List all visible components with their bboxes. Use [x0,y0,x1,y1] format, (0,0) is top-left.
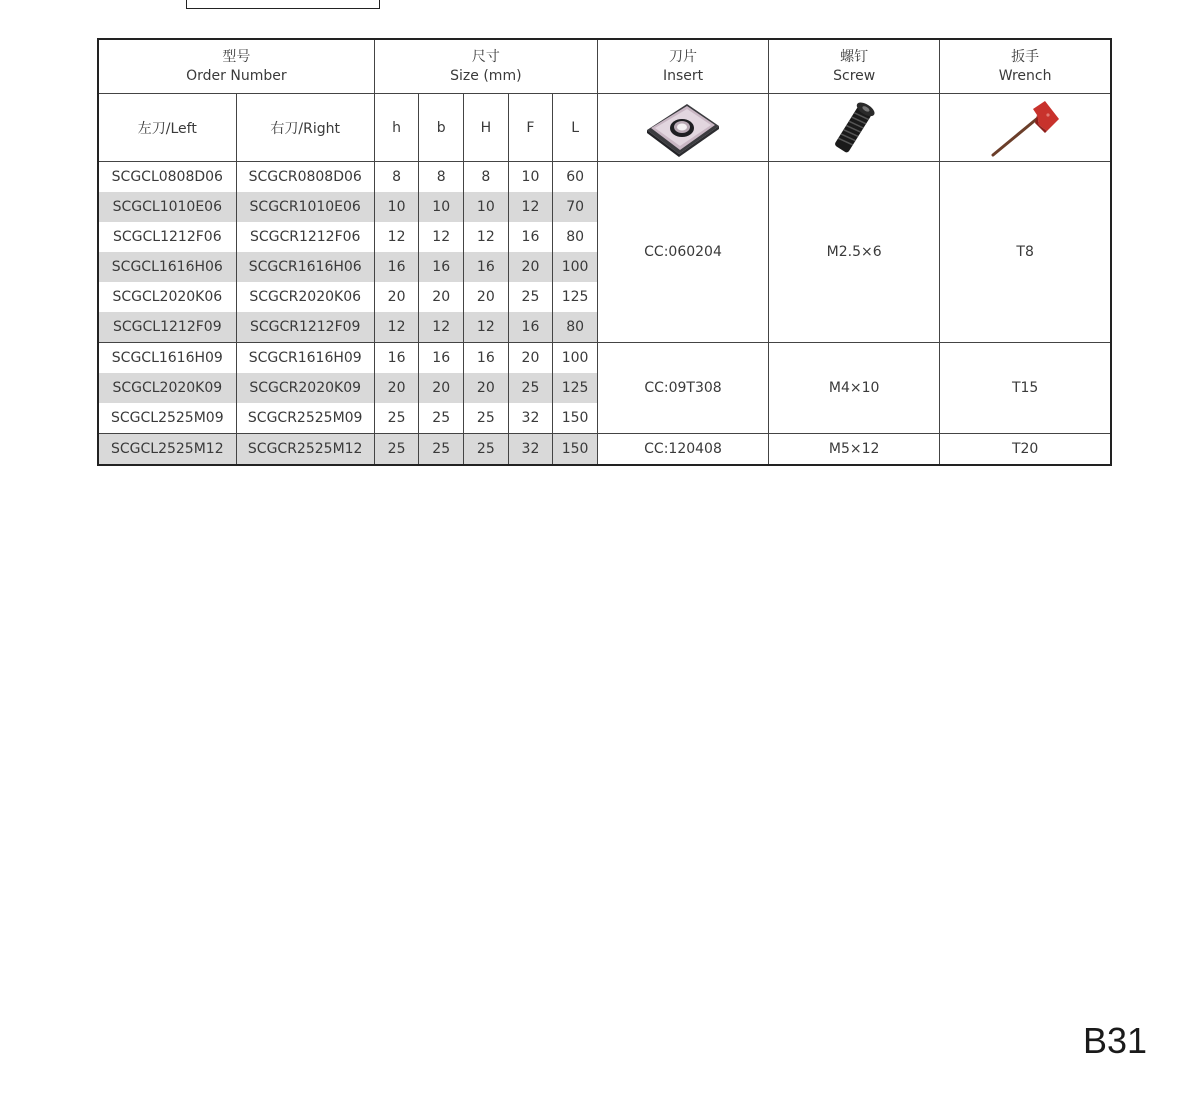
screw-image-cell [769,94,940,162]
cell-h: 16 [374,343,419,374]
cell-right: SCGCR2525M09 [236,403,374,434]
cell-h: 25 [374,434,419,466]
b-header: b [419,94,464,162]
size-header [374,39,597,94]
cell-b: 20 [419,373,464,403]
cell-F: 12 [508,192,553,222]
size-cn: 尺寸 [471,48,500,65]
cell-H-upper: 20 [464,282,509,312]
wrench-cn: 扳手 [1011,48,1040,65]
cell-F: 20 [508,343,553,374]
cell-left: SCGCL1212F09 [98,312,236,343]
cell-L: 150 [553,434,598,466]
cell-F: 16 [508,312,553,343]
screw-en: Screw [833,67,876,84]
cell-right: SCGCR2020K09 [236,373,374,403]
insert-en: Insert [662,67,704,84]
cell-b: 20 [419,282,464,312]
order-number-cn: 型号 [222,48,251,65]
cell-right: SCGCR1616H06 [236,252,374,282]
cell-H-upper: 10 [464,192,509,222]
insert-image-cell [597,94,768,162]
cell-right: SCGCR1212F09 [236,312,374,343]
order-number-en: Order Number [186,67,287,84]
cell-right: SCGCR1616H09 [236,343,374,374]
table-row [98,434,1111,466]
cell-H-upper: 12 [464,312,509,343]
cell-screw: M4×10 [769,343,940,434]
screw-icon [822,97,886,159]
cell-h: 20 [374,282,419,312]
cell-h: 10 [374,192,419,222]
cell-right: SCGCR2525M12 [236,434,374,466]
cell-L: 80 [553,222,598,252]
cell-L: 100 [553,252,598,282]
cell-L: 80 [553,312,598,343]
cell-F: 25 [508,373,553,403]
right-header: 右刀/Right [236,94,374,162]
insert-icon [643,98,723,158]
cell-left: SCGCL1616H09 [98,343,236,374]
cell-screw: M2.5×6 [769,162,940,343]
cell-wrench: T15 [940,343,1111,434]
cell-wrench: T8 [940,162,1111,343]
wrench-icon [985,97,1065,159]
cell-H-upper: 25 [464,403,509,434]
table-row [98,162,1111,193]
H-header: H [464,94,509,162]
left-header: 左刀/Left [98,94,236,162]
cell-F: 25 [508,282,553,312]
cell-b: 25 [419,403,464,434]
cell-h: 12 [374,222,419,252]
cell-b: 16 [419,252,464,282]
page-number: B31 [1082,1020,1147,1061]
L-header: L [553,94,598,162]
cell-insert: CC:060204 [597,162,768,343]
F-header: F [508,94,553,162]
cell-right: SCGCR2020K06 [236,282,374,312]
cell-h: 20 [374,373,419,403]
cell-H-upper: 20 [464,373,509,403]
cell-H-upper: 16 [464,252,509,282]
spec-table [97,38,1112,466]
cell-H-upper: 25 [464,434,509,466]
screw-cn: 螺钉 [840,48,869,65]
header-row [98,39,1111,94]
cell-F: 20 [508,252,553,282]
cell-b: 16 [419,343,464,374]
cell-F: 10 [508,162,553,193]
cell-b: 12 [419,312,464,343]
cell-F: 32 [508,434,553,466]
insert-header [597,39,768,94]
order-number-header [98,39,374,94]
subheader-row [98,94,1111,162]
cell-b: 25 [419,434,464,466]
cell-H-upper: 12 [464,222,509,252]
cell-left: SCGCL1212F06 [98,222,236,252]
cell-H-upper: 16 [464,343,509,374]
cell-b: 10 [419,192,464,222]
cell-right: SCGCR1212F06 [236,222,374,252]
screw-header [769,39,940,94]
size-en: Size (mm) [450,67,522,84]
cell-b: 12 [419,222,464,252]
table-row [98,343,1111,374]
cell-L: 70 [553,192,598,222]
cell-F: 16 [508,222,553,252]
cell-left: SCGCL2020K09 [98,373,236,403]
cell-left: SCGCL2020K06 [98,282,236,312]
top-frame [186,0,380,9]
cell-h: 12 [374,312,419,343]
cell-L: 150 [553,403,598,434]
cell-left: SCGCL2525M09 [98,403,236,434]
cell-L: 125 [553,282,598,312]
wrench-header [940,39,1111,94]
cell-H-upper: 8 [464,162,509,193]
h-header: h [374,94,419,162]
cell-F: 32 [508,403,553,434]
cell-wrench: T20 [940,434,1111,466]
cell-h: 8 [374,162,419,193]
cell-L: 125 [553,373,598,403]
cell-right: SCGCR1010E06 [236,192,374,222]
cell-screw: M5×12 [769,434,940,466]
cell-L: 100 [553,343,598,374]
wrench-en: Wrench [998,67,1052,84]
cell-L: 60 [553,162,598,193]
cell-b: 8 [419,162,464,193]
cell-h: 16 [374,252,419,282]
cell-left: SCGCL1616H06 [98,252,236,282]
cell-right: SCGCR0808D06 [236,162,374,193]
cell-insert: CC:09T308 [597,343,768,434]
cell-left: SCGCL2525M12 [98,434,236,466]
cell-insert: CC:120408 [597,434,768,466]
wrench-image-cell [940,94,1111,162]
cell-h: 25 [374,403,419,434]
insert-cn: 刀片 [669,48,698,65]
cell-left: SCGCL0808D06 [98,162,236,193]
cell-left: SCGCL1010E06 [98,192,236,222]
